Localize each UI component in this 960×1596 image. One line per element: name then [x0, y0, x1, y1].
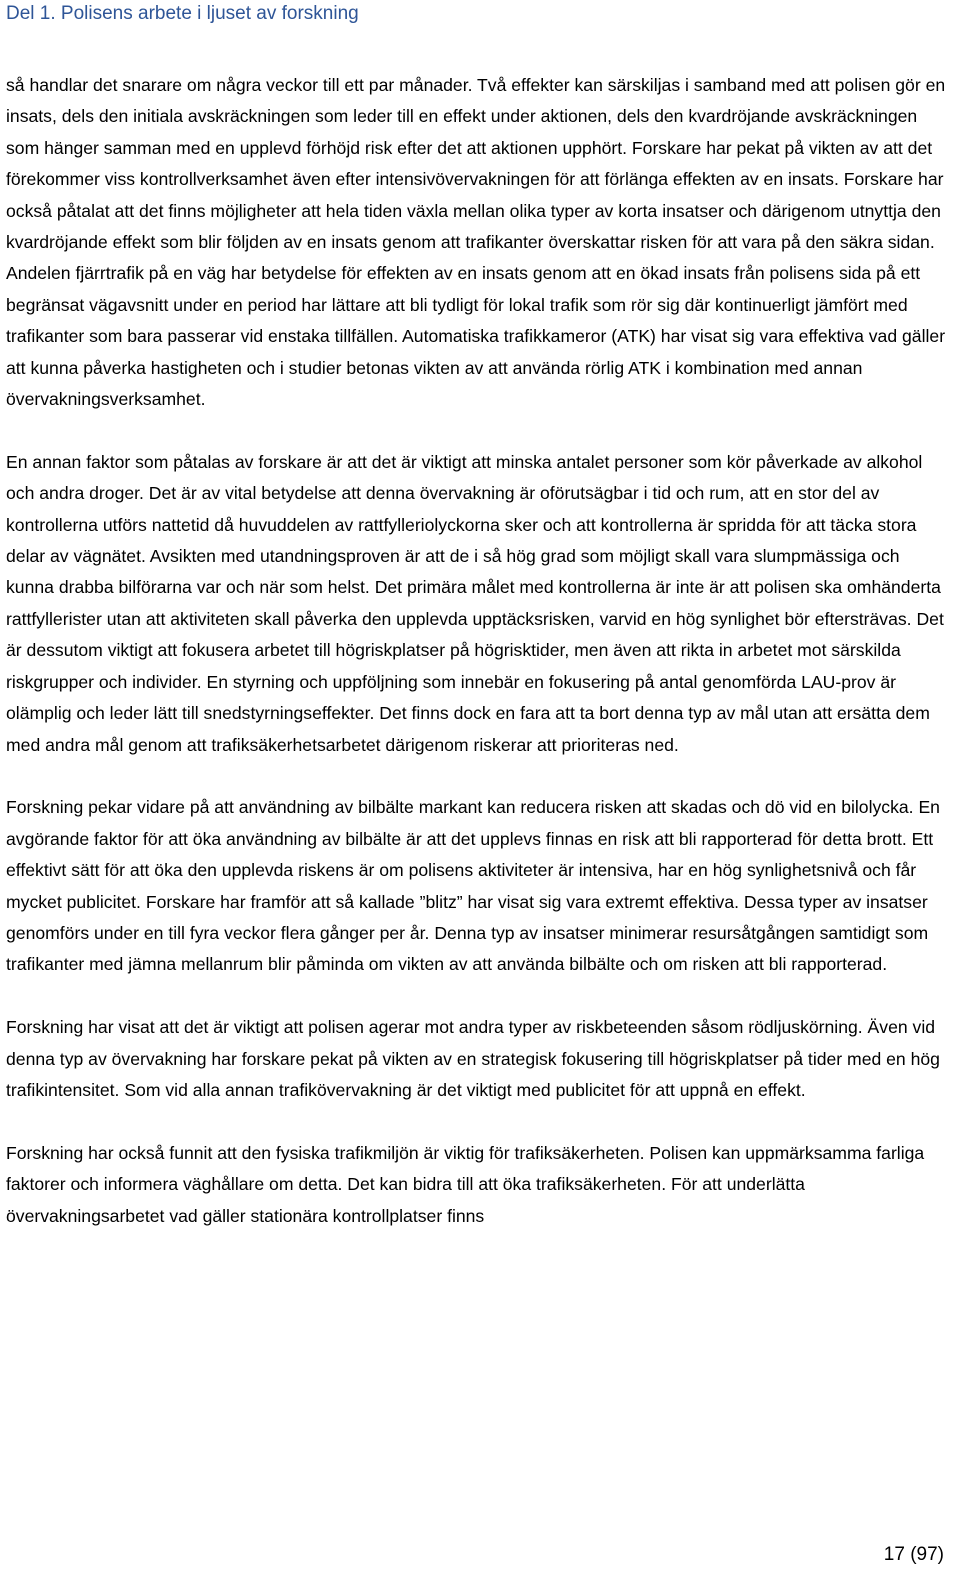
paragraph-3: Forskning pekar vidare på att användning av bilbälte markant kan reducera risken att skadas och dö vid en bilolycka. En avgörande faktor för att öka användning av bilbälte är att det upplevs finnas en risk att bli rapporterad för detta brott. Ett effektivt sätt för att öka den upplevda riskens är om polisens aktiviteter är intensiva, har en hög synlighetsnivå och får mycket publicitet. Forskare har framför att så kallade ”blitz” har visat sig vara extremt effektiva. Dessa typer av insatser genomförs under en till fyra veckor flera gånger per år. Denna typ av insatser minimerar resursåtgången samtidigt som trafikanter med jämna mellanrum blir påminda om vikten av att använda bilbälte och om risken att bli rapporterad.: [6, 797, 940, 975]
body-text: [6, 70, 946, 1263]
paragraph-5: Forskning har också funnit att den fysiska trafikmiljön är viktig för trafiksäkerheten. Polisen kan uppmärksamma farliga faktorer och informera väghållare om detta. Det kan bidra till att öka trafiksäkerheten. För att underlätta övervakningsarbetet vad gäller stationära kontrollplatser finns: [6, 1142, 925, 1226]
paragraph-4: Forskning har visat att det är viktigt att polisen agerar mot andra typer av riskbeteenden såsom rödljuskörning. Även vid denna typ av övervakning har forskare pekat på vikten av en strategisk fokusering till högriskplatser på tider med en hög trafikintensitet. Som vid alla annan trafikövervakning är det viktigt med publicitet för att uppnå en effekt.: [6, 1017, 940, 1100]
page-number: 17 (97): [883, 1544, 944, 1565]
paragraph-1: så handlar det snarare om några veckor till ett par månader. Två effekter kan särskiljas i samband med att polisen gör en insats, dels den initiala avskräckningen som leder till en effekt under aktionen, dels den kvardröjande avskräckningen som hänger samman med en upplevd förhöjd risk efter det att aktionen upphört. Forskare har pekat på vikten av att det förekommer viss kontrollverksamhet även efter intensivövervakningen för att förlänga effekten av en insats. Forskare har också påtalat att det finns möjligheter att hela tiden växla mellan olika typer av korta insatser och därigenom utnyttja den kvardröjande effekt som blir följden av en insats genom att trafikanter överskattar risken för att vara på den säkra sidan. Andelen fjärrtrafik på en väg har betydelse för effekten av en insats genom att en ökad insats från polisens sida på ett begränsat vägavsnitt under en period har lättare att bli tydligt för lokal trafik som rör sig där kontinuerligt jämfört med trafikanter som bara passerar vid enstaka tillfällen. Automatiska trafikkameror (ATK) har visat sig vara effektiva vad gäller att kunna påverka hastigheten och i studier betonas vikten av att använda rörlig ATK i kombination med annan övervakningsverksamhet.: [6, 75, 946, 410]
paragraph-2: En annan faktor som påtalas av forskare är att det är viktigt att minska antalet personer som kör påverkade av alkohol och andra droger. Det är av vital betydelse att denna övervakning är oförutsägbar i tid och rum, att en stor del av kontrollerna utförs nattetid då huvuddelen av rattfylleriolyckorna sker och att kontrollerna är spridda för att täcka stora delar av vägnätet. Avsikten med utandningsproven är att de i så hög grad som möjligt skall vara slumpmässiga och kunna drabba bilförarna var och när som helst. Det primära målet med kontrollerna är inte är att polisen ska omhänderta rattfyllerister utan att aktiviteten skall påverka den upplevda upptäcksrisken, varvid en hög synlighet bör eftersträvas. Det är dessutom viktigt att fokusera arbetet till högriskplatser på högrisktider, men även att rikta in arbetet mot särskilda riskgrupper och individer. En styrning och uppföljning som innebär en fokusering på antal genomförda LAU-prov är olämplig och leder lätt till snedstyrningseffekter. Det finns dock en fara att ta bort denna typ av mål utan att ersätta dem med andra mål genom att trafiksäkerhetsarbetet därigenom riskerar att prioriteras ned.: [6, 451, 944, 755]
running-header: Del 1. Polisens arbete i ljuset av forskning: [6, 3, 359, 24]
